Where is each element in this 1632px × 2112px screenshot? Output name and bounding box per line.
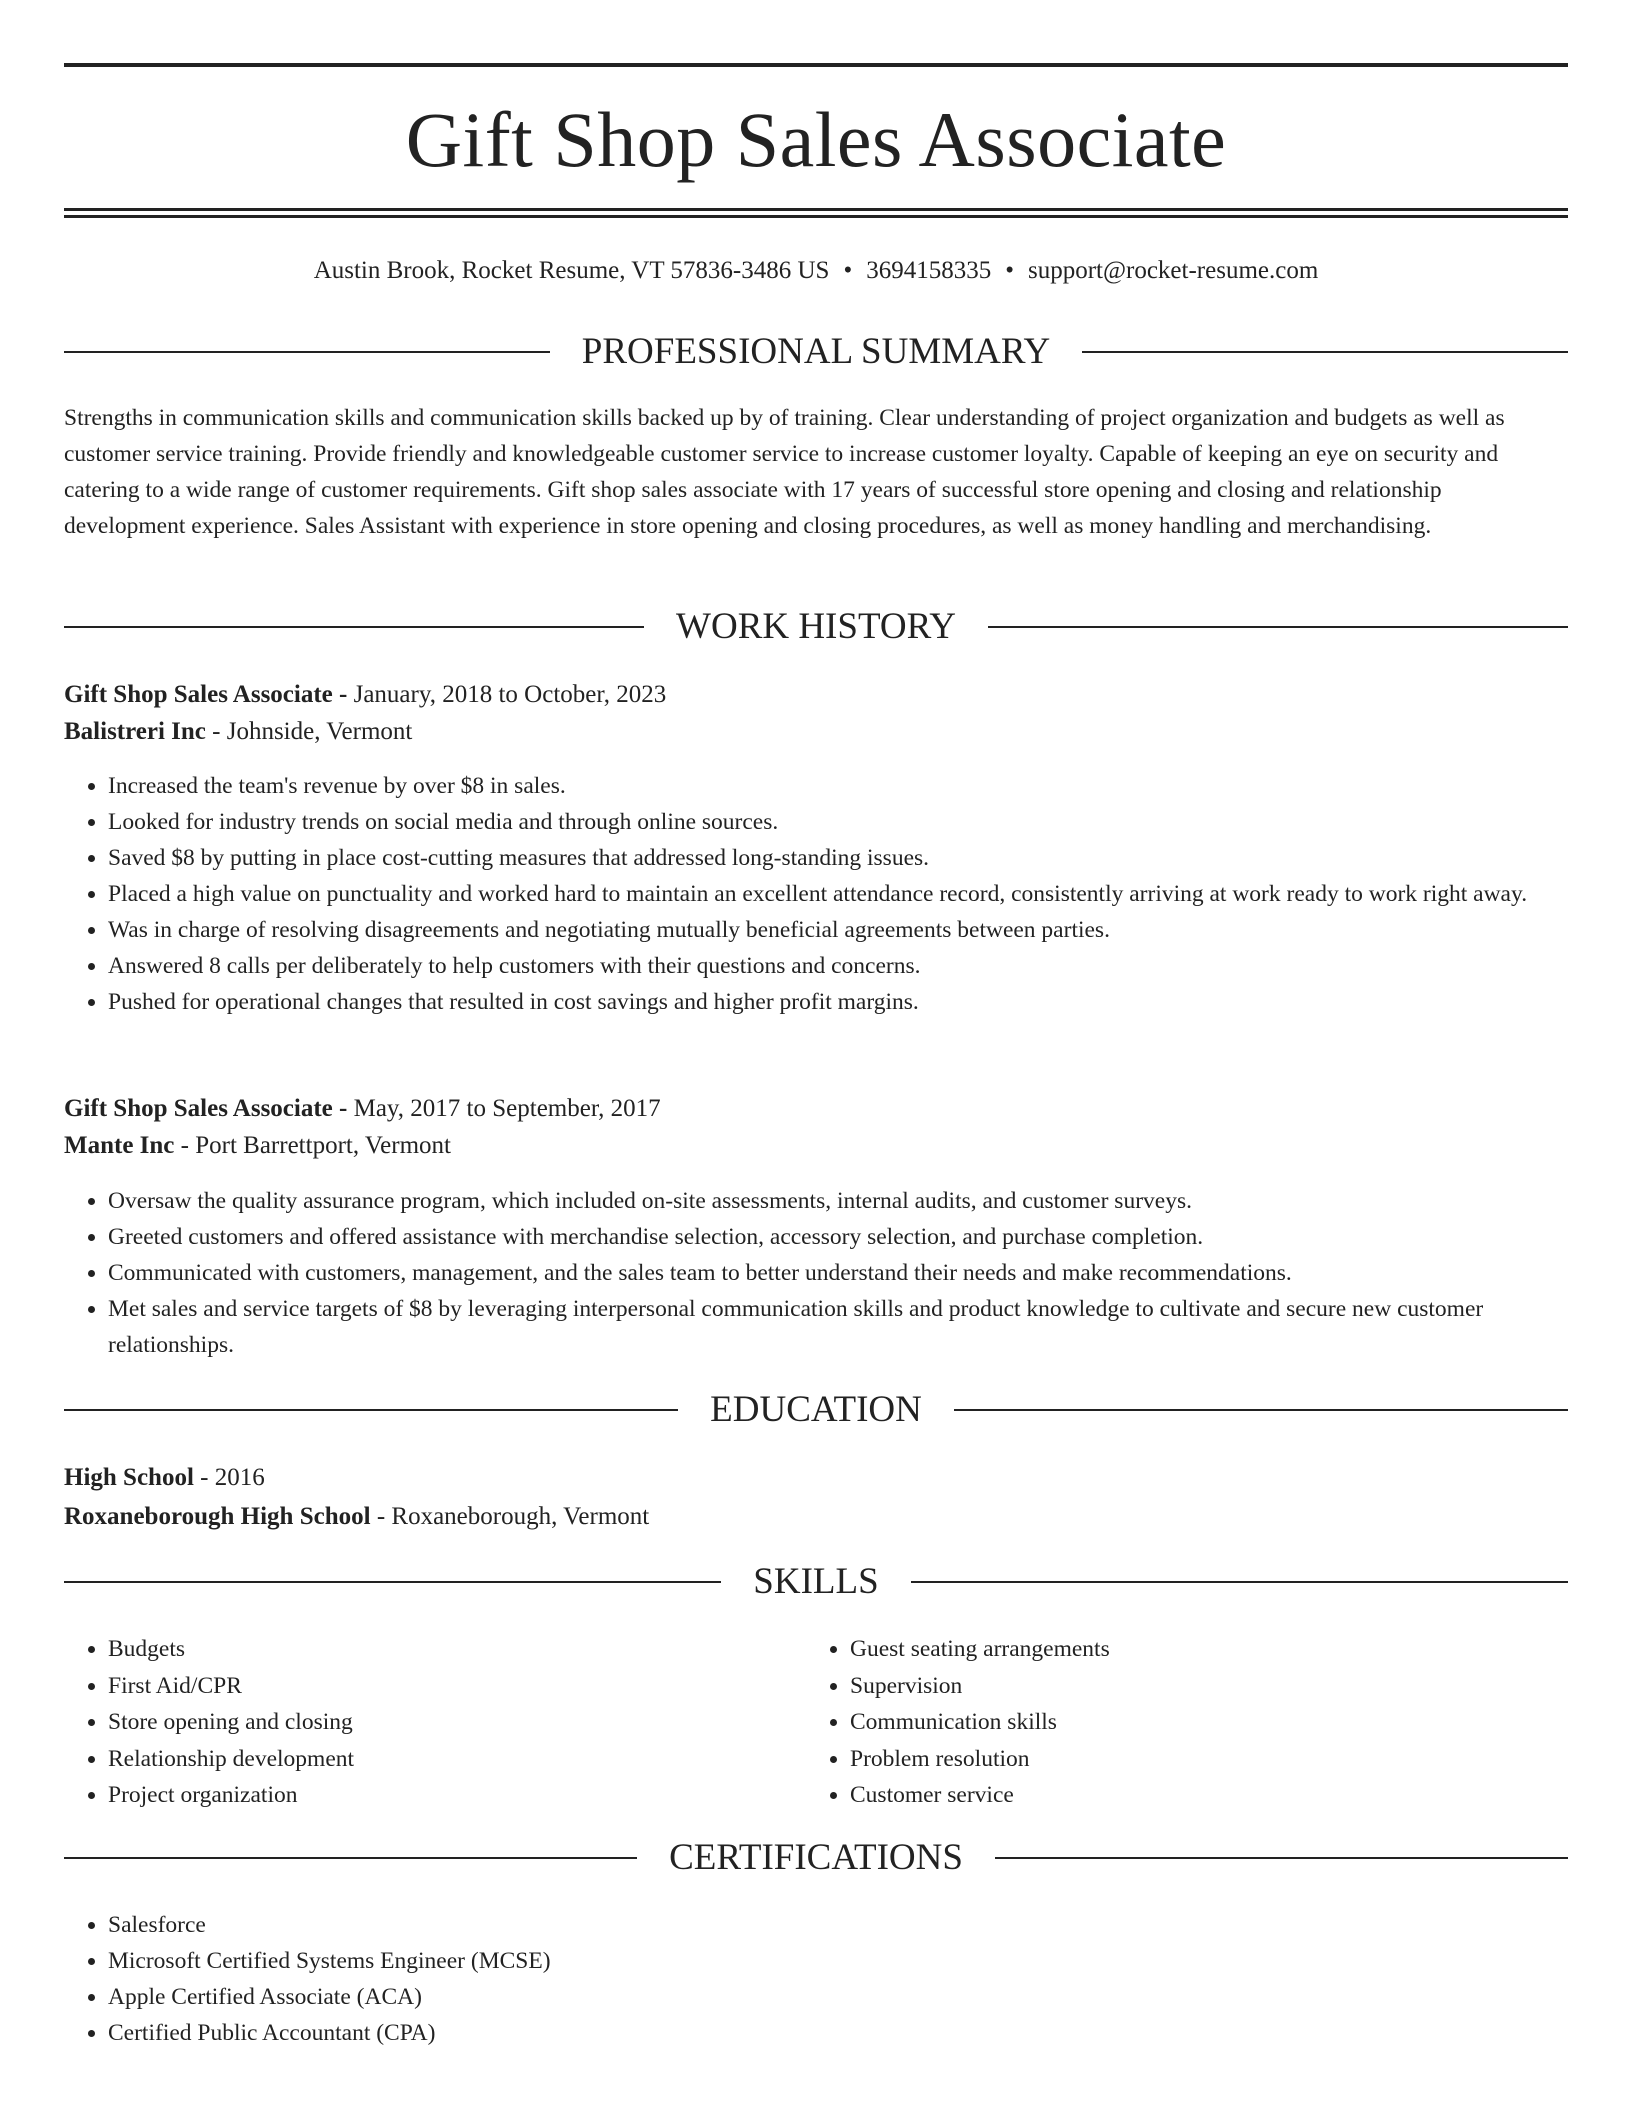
heading-rule bbox=[64, 351, 550, 353]
list-item: • Salesforce bbox=[108, 1907, 1568, 1943]
job-company: Balistreri Inc bbox=[64, 718, 206, 745]
list-item: • First Aid/CPR bbox=[108, 1668, 788, 1705]
list-item: • Met sales and service targets of $8 by leveraging interpersonal communication skills and product knowledge to cultivate and secure new customer relationships. bbox=[108, 1291, 1568, 1363]
section-title: CERTIFICATIONS bbox=[669, 1837, 963, 1878]
contact-separator: • bbox=[1005, 257, 1014, 284]
skills-list-left bbox=[64, 1631, 788, 1814]
list-item: • Certified Public Accountant (CPA) bbox=[108, 2015, 1568, 2051]
list-item: • Oversaw the quality assurance program, which included on-site assessments, internal audits, and customer surveys. bbox=[108, 1183, 1568, 1219]
list-item: • Budgets bbox=[108, 1631, 788, 1668]
section-title: EDUCATION bbox=[710, 1389, 922, 1430]
job-location: Johnside, Vermont bbox=[226, 718, 413, 745]
contact-address: Austin Brook, Rocket Resume, VT 57836-3486 US bbox=[313, 257, 830, 284]
section-heading-education bbox=[64, 1386, 1568, 1434]
job-company-line bbox=[64, 1128, 1568, 1164]
list-item: • Supervision bbox=[850, 1668, 1550, 1705]
list-item: • Increased the team's revenue by over $8 in sales. bbox=[108, 768, 1568, 804]
contact-email: support@rocket-resume.com bbox=[1027, 257, 1319, 284]
dash: - bbox=[174, 1132, 196, 1159]
list-item: • Greeted customers and offered assistance with merchandise selection, accessory selection, and purchase completion. bbox=[108, 1219, 1568, 1255]
list-item: • Looked for industry trends on social media and through online sources. bbox=[108, 804, 1568, 840]
skills-list-right bbox=[806, 1631, 1550, 1814]
list-item: • Relationship development bbox=[108, 1741, 788, 1778]
dash: - bbox=[332, 681, 354, 708]
list-item: • Problem resolution bbox=[850, 1741, 1550, 1778]
education-degree-line bbox=[64, 1460, 1568, 1496]
top-rule bbox=[64, 63, 1568, 67]
job-company-line bbox=[64, 714, 1568, 750]
dash: - bbox=[205, 718, 227, 745]
list-item: • Project organization bbox=[108, 1777, 788, 1814]
job-location: Port Barrettport, Vermont bbox=[195, 1132, 451, 1159]
job-title-line bbox=[64, 677, 1568, 713]
heading-rule bbox=[64, 1409, 678, 1411]
heading-rule bbox=[911, 1581, 1568, 1583]
heading-rule bbox=[954, 1409, 1568, 1411]
list-item: • Saved $8 by putting in place cost-cutting measures that addressed long-standing issues. bbox=[108, 840, 1568, 876]
section-heading-certifications bbox=[64, 1834, 1568, 1882]
heading-rule bbox=[988, 626, 1568, 628]
dash: - bbox=[193, 1464, 215, 1491]
heading-rule bbox=[64, 1857, 637, 1859]
heading-rule bbox=[995, 1857, 1568, 1859]
contact-phone: 3694158335 bbox=[866, 257, 992, 284]
education-school: Roxaneborough High School bbox=[64, 1503, 371, 1530]
list-item: • Guest seating arrangements bbox=[850, 1631, 1550, 1668]
list-item: • Microsoft Certified Systems Engineer (MCSE) bbox=[108, 1943, 1568, 1979]
certifications-list bbox=[64, 1907, 1568, 2051]
education-location: Roxaneborough, Vermont bbox=[391, 1503, 650, 1530]
job-title-line bbox=[64, 1091, 1568, 1127]
education-year: 2016 bbox=[214, 1464, 265, 1491]
list-item: • Store opening and closing bbox=[108, 1704, 788, 1741]
section-heading-summary bbox=[64, 328, 1568, 376]
education-degree: High School bbox=[64, 1464, 194, 1491]
job-dates: January, 2018 to October, 2023 bbox=[353, 681, 667, 708]
dash: - bbox=[370, 1503, 392, 1530]
job-title: Gift Shop Sales Associate bbox=[64, 1095, 333, 1122]
list-item: • Placed a high value on punctuality and worked hard to maintain an excellent attendance record, consistently arriving at work ready to work right away. bbox=[108, 876, 1568, 912]
contact-separator: • bbox=[843, 257, 853, 284]
job-bullets bbox=[64, 768, 1568, 1020]
section-heading-work bbox=[64, 603, 1568, 651]
title-double-rule bbox=[64, 208, 1568, 218]
list-item: • Apple Certified Associate (ACA) bbox=[108, 1979, 1568, 2015]
job-bullets bbox=[64, 1183, 1568, 1363]
list-item: • Pushed for operational changes that resulted in cost savings and higher profit margins. bbox=[108, 984, 1568, 1020]
section-title: SKILLS bbox=[753, 1561, 879, 1602]
section-heading-skills bbox=[64, 1558, 1568, 1606]
job-dates: May, 2017 to September, 2017 bbox=[353, 1095, 661, 1122]
dash: - bbox=[332, 1095, 354, 1122]
heading-rule bbox=[64, 626, 644, 628]
list-item: • Was in charge of resolving disagreements and negotiating mutually beneficial agreements between parties. bbox=[108, 912, 1568, 948]
contact-line bbox=[64, 253, 1568, 289]
job-company: Mante Inc bbox=[64, 1132, 175, 1159]
heading-rule bbox=[1082, 351, 1568, 353]
list-item: • Communicated with customers, management, and the sales team to better understand their needs and make recommendations. bbox=[108, 1255, 1568, 1291]
list-item: • Customer service bbox=[850, 1777, 1550, 1814]
education-school-line bbox=[64, 1499, 1568, 1535]
list-item: • Communication skills bbox=[850, 1704, 1550, 1741]
summary-text: Strengths in communication skills and communication skills backed up by of training. Clear understanding of project organization and budgets as well as customer service training. Provide friendly and knowledgeable customer service to increase customer loyalty. Capable of keeping an eye on security and catering to a wide range of customer requirements. Gift shop sales associate with 17 years of successful store opening and closing and relationship development experience. Sales Assistant with experience in store opening and closing procedures, as well as money handling and merchandising. bbox=[64, 405, 1505, 539]
section-title: PROFESSIONAL SUMMARY bbox=[581, 331, 1051, 372]
list-item: • Answered 8 calls per deliberately to help customers with their questions and concerns. bbox=[108, 948, 1568, 984]
heading-rule bbox=[64, 1581, 721, 1583]
job-title: Gift Shop Sales Associate bbox=[64, 681, 333, 708]
resume-title: Gift Shop Sales Associate bbox=[405, 96, 1227, 183]
section-title: WORK HISTORY bbox=[676, 606, 956, 647]
